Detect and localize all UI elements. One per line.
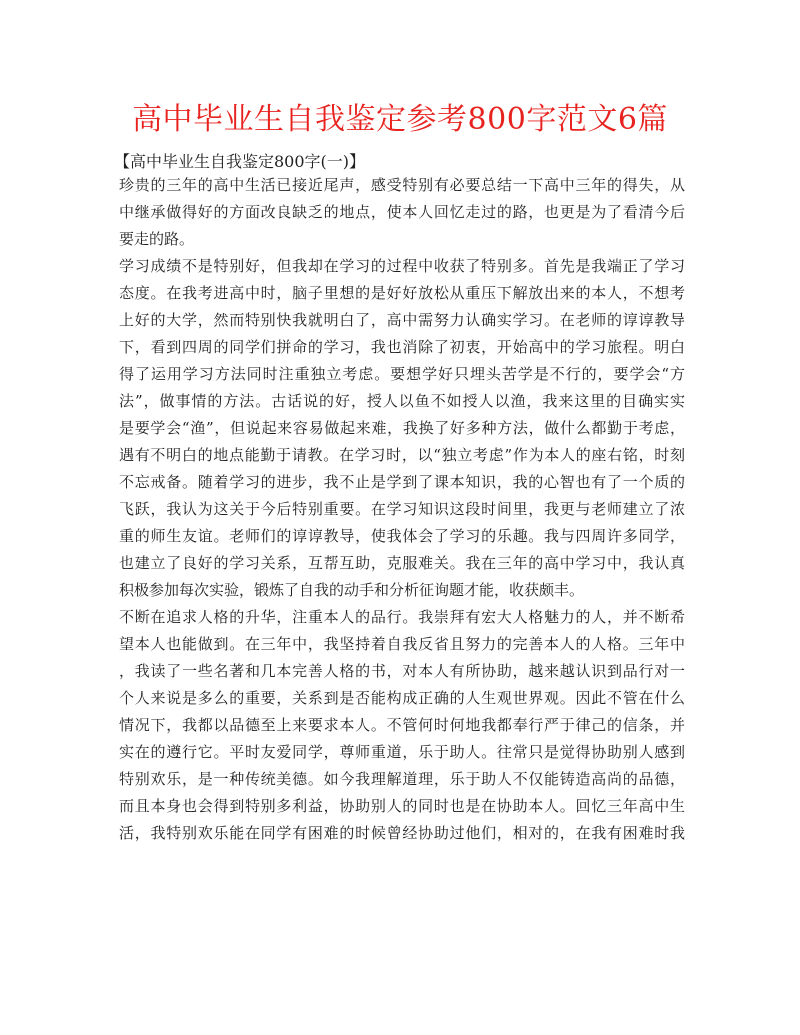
- paragraph-line: 学习成绩不是特别好，但我却在学习的过程中收获了特别多。首先是我端正了学习: [119, 257, 685, 275]
- paragraph-line: 下，看到四周的同学们拼命的学习，我也消除了初衷，开始高中的学习旅程。明白: [119, 338, 685, 356]
- paragraph-line: 实在的遵行它。平时友爱同学，尊师重道，乐于助人。往常只是觉得协助别人感到: [119, 743, 685, 761]
- paragraph-line: 活，我特别欢乐能在同学有困难的时候曾经协助过他们，相对的，在我有困难时我: [119, 824, 685, 842]
- paragraph-line: 飞跃，我认为这关于今后特别重要。在学习知识这段时间里，我更与老师建立了浓: [119, 500, 685, 518]
- paragraph-line: 中继承做得好的方面改良缺乏的地点，使本人回忆走过的路，也更是为了看清今后: [119, 203, 685, 221]
- paragraph-line: 遇有不明白的地点能勤于请教。在学习时，以“独立考虑”作为本人的座右铭，时刻: [119, 446, 685, 464]
- body-paragraph: [119, 253, 685, 604]
- paragraph-line: 情况下，我都以品德至上来要求本人。不管何时何地我都奉行严于律己的信条，并: [119, 716, 685, 734]
- paragraph-line: 法”，做事情的方法。古话说的好，授人以鱼不如授人以渔，我来这里的目确实实: [119, 392, 685, 410]
- paragraph-line: 也建立了良好的学习关系，互帮互助，克服难关。我在三年的高中学习中，我认真: [119, 554, 685, 572]
- paragraph-line: 态度。在我考进高中时，脑子里想的是好好放松从重压下解放出来的本人，不想考: [119, 284, 685, 302]
- paragraph-line: 而且本身也会得到特别多利益，协助别人的同时也是在协助本人。回忆三年高中生: [119, 797, 685, 815]
- paragraph-line: 望本人也能做到。在三年中，我坚持着自我反省且努力的完善本人的人格。三年中: [119, 635, 685, 653]
- document-body: [119, 172, 685, 847]
- paragraph-line: 特别欢乐，是一种传统美德。如今我理解道理，乐于助人不仅能铸造高尚的品德，: [119, 770, 685, 788]
- paragraph-line: 要走的路。: [119, 230, 195, 248]
- body-paragraph: [119, 172, 685, 253]
- section-heading: 【高中毕业生自我鉴定800字(一)】: [114, 152, 366, 171]
- paragraph-line: 是要学会“渔”，但说起来容易做起来难，我换了好多种方法，做什么都勤于考虑，: [119, 419, 685, 437]
- paragraph-line: 重的师生友谊。老师们的谆谆教导，使我体会了学习的乐趣。我与四周许多同学，: [119, 527, 685, 545]
- paragraph-line: 个人来说是多么的重要，关系到是否能构成正确的人生观世界观。因此不管在什么: [119, 689, 685, 707]
- paragraph-line: 不忘戒备。随着学习的进步，我不止是学到了课本知识，我的心智也有了一个质的: [119, 473, 685, 491]
- document-title: 高中毕业生自我鉴定参考800字范文6篇: [132, 102, 668, 137]
- paragraph-line: 得了运用学习方法同时注重独立考虑。要想学好只埋头苦学是不行的，要学会“方: [119, 365, 685, 383]
- paragraph-line: 积极参加每次实验，锻炼了自我的动手和分析征询题才能，收获颇丰。: [119, 581, 585, 599]
- body-paragraph: [119, 604, 685, 847]
- paragraph-line: ，我读了一些名著和几本完善人格的书，对本人有所协助，越来越认识到品行对一: [119, 662, 685, 680]
- paragraph-line: 上好的大学，然而特别快我就明白了，高中需努力认确实学习。在老师的谆谆教导: [119, 311, 685, 329]
- paragraph-line: 不断在追求人格的升华，注重本人的品行。我崇拜有宏大人格魅力的人，并不断希: [119, 608, 685, 626]
- paragraph-line: 珍贵的三年的高中生活已接近尾声，感受特别有必要总结一下高中三年的得失，从: [119, 176, 685, 194]
